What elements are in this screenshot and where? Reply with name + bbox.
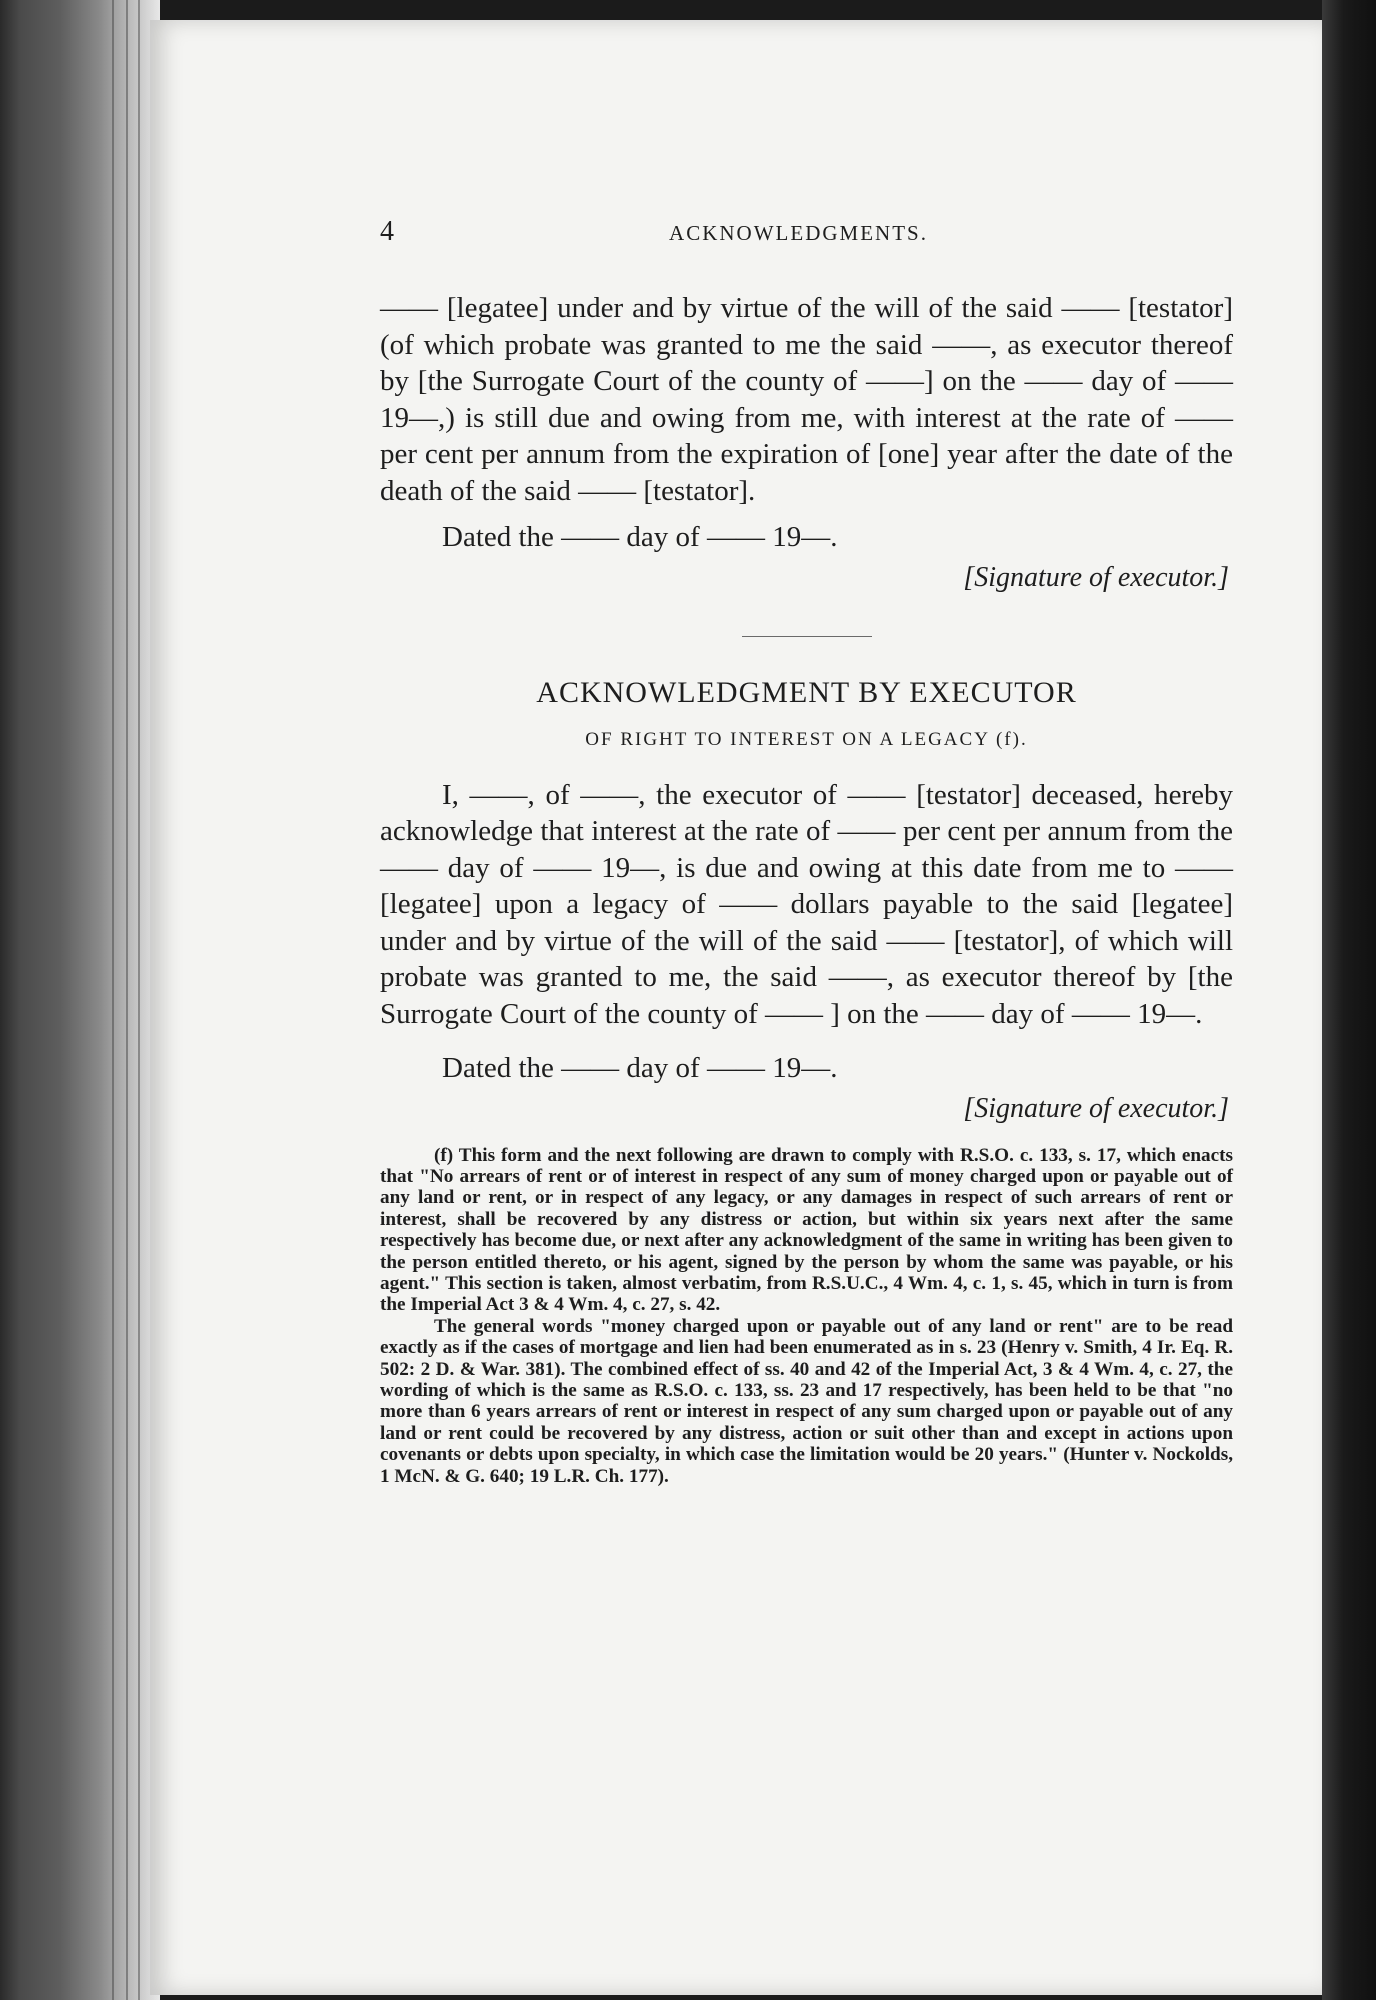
footnote-paragraph: (f) This form and the next following are drawn to comply with R.S.O. c. 133, s. 17, which enacts that "No arrears of rent or of interest in respect of any sum of money charged upon or payable out of any land or rent, or in respect of any legacy, or any damages in respect of such arrears of rent or interest, shall be recovered by any distress or action, but within six years next after the same respectively has become due, or next after any acknowledgment of the same in writing has been given to the person entitled thereto, or his agent, signed by the person by whom the same was payable, or his agent." This section is taken, almost verbatim, from R.S.U.C., 4 Wm. 4, c. 1, s. 45, which in turn is from the Imperial Act 3 & 4 Wm. 4, c. 27, s. 42. [380,1144,1233,1316]
binding-line [138,0,140,2000]
footnote-paragraph: The general words "money charged upon or payable out of any land or rent" are to be read exactly as if the cases of mortgage and lien had been enumerated as in s. 23 (Henry v. Smith, 4 Ir. Eq. R. 502: 2 D. & War. 381). The combined effect of ss. 40 and 42 of the Imperial Act, 3 & 4 Wm. 4, c. 27, the wording of which is the same as R.S.O. c. 133, ss. 23 and 17 respectively, has been held to be that "no more than 6 years arrears of rent or interest in respect of any sum charged upon or payable out of any land or rent could be recovered by any distress, action or suit other than and except in actions upon covenants or debts upon specialty, in which case the limitation would be 20 years." (Hunter v. Nockolds, 1 McN. & G. 640; 19 L.R. Ch. 177). [380,1315,1233,1487]
page-right-shadow [1322,0,1376,2000]
form-two-dated-line: Dated the —— day of —— 19—. [442,1052,838,1084]
form-two-heading: ACKNOWLEDGMENT BY EXECUTOR [536,675,1077,709]
form-two-signature-line: [Signature of executor.] [963,1092,1229,1124]
form-one-dated-line: Dated the —— day of —— 19—. [442,521,838,553]
page-content [380,216,1233,1487]
form-two-subheading: OF RIGHT TO INTEREST ON A LEGACY (f). [585,728,1028,750]
running-head [380,216,1233,252]
form-one-body: —— [legatee] under and by virtue of the will of the said —— [testator] (of which probate was granted to me the said ——, as executor thereof by [the Surrogate Court of the county of ——] on the —— day of —— 19—,) is still due and owing from me, with interest at the rate of —— per cent per annum from the expiration of [one] year after the date of the death of the said —— [testator]. [380,292,1233,507]
form-one-signature-line: [Signature of executor.] [963,561,1229,593]
page-number: 4 [380,216,394,247]
binding-line [126,0,128,2000]
running-title: ACKNOWLEDGMENTS. [669,221,928,245]
book-binding-edge [0,0,160,2000]
footnote [380,1145,1233,1488]
form-two-body: I, ——, of ——, the executor of —— [testator] deceased, hereby acknowledge that interest at the rate of —— per cent per annum from the —— day of —— 19—, is due and owing at this date from me to —— [legatee] upon a legacy of —— dollars payable to the said [legatee] under and by virtue of the will of the said —— [testator], of which will probate was granted to me, the said ——, as executor thereof by [the Surrogate Court of the county of —— ] on the —— day of —— 19—. [380,778,1233,1030]
binding-line [112,0,114,2000]
